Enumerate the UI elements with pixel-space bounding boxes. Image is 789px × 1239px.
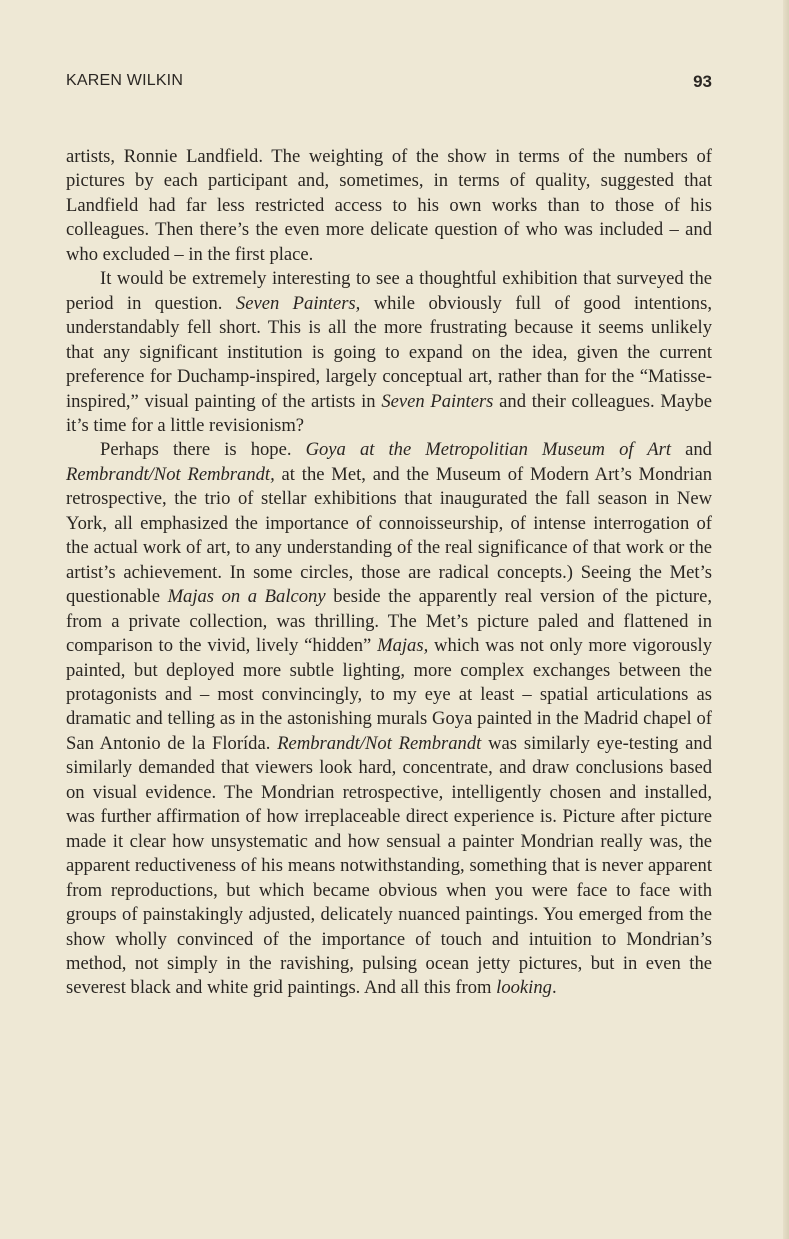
text-run: .	[551, 977, 557, 999]
running-head-author: KAREN WILKIN	[66, 72, 184, 89]
italic-title: Seven Painters	[381, 390, 494, 412]
italic-title: Majas on a Balcony	[167, 586, 326, 608]
italic-emphasis: looking	[496, 977, 552, 999]
text-run: and their colleagues. Maybe it’s time for a little revisionism?	[66, 390, 712, 436]
italic-title: Rembrandt/Not Rembrandt,	[66, 463, 275, 485]
paragraph-2	[66, 267, 712, 438]
italic-title: Goya at the Metropolitian Museum of Art	[305, 439, 672, 461]
text-run: was similarly eye-testing and similarly demanded that viewers look hard, concentrate, and draw conclusions based on visual evidence. The Mondrian retrospective, intelligently chosen and installed, was further affirmation of how irreplaceable direct experience is. Picture after picture made it clear how unsystematic and how sensual a painter Mondrian really was, the apparent reductiveness of his means notwithstanding, something that is never apparent from reproductions, but which became obvious when you were face to face with groups of painstakingly adjusted, delicately nuanced paintings. You emerged from the show wholly convinced of the importance of touch and intuition to Mondrian’s method, not simply in the ravishing, pulsing ocean jetty pictures, but in even the severest black and white grid paintings. And all this from	[66, 732, 712, 999]
running-head	[66, 72, 712, 96]
italic-title: Majas,	[377, 635, 429, 657]
text-run: It would be extremely interesting to see a thoughtful exhibition that surveyed the period in question.	[66, 268, 712, 314]
text-run: and	[671, 439, 712, 461]
paragraph-3	[66, 438, 712, 1000]
page-number: 93	[693, 72, 712, 91]
italic-title: Seven Painters,	[235, 292, 361, 314]
paragraph-1: artists, Ronnie Landfield. The weighting of the show in terms of the numbers of pictures by each participant and, sometimes, in terms of quality, suggested that Landfield had far less restricted access to his own works than to those of his colleagues. Then there’s the even more delicate question of who was included – and who excluded – in the first place.	[66, 146, 712, 265]
text-run: which was not only more vigorously painted, but deployed more subtle lighting, more complex exchanges between the protagonists and – most convincingly, to my eye at least – spatial articulations as dramatic and telling as in the astonishing murals Goya painted in the Madrid chapel of San Antonio de la Florída.	[66, 635, 712, 754]
page-edge	[783, 0, 789, 1239]
text-run: Perhaps there is hope.	[100, 439, 306, 461]
text-run: at the Met, and the Museum of Modern Art’s Mondrian retrospective, the trio of stellar exhibitions that inaugurated the fall season in New York, all emphasized the importance of connoisseurship, of intense interrogation of the actual work of art, to any understanding of the real significance of that work or the artist’s achievement. In some circles, those are radical concepts.) Seeing the Met’s questionable	[66, 463, 712, 608]
text-run: beside the apparently real version of the picture, from a private collection, was thrilling. The Met’s picture paled and flattened in comparison to the vivid, lively “hidden”	[66, 586, 713, 657]
body-text	[66, 145, 712, 1001]
italic-title: Rembrandt/Not Rembrandt	[277, 732, 482, 754]
text-run: while obviously full of good intentions, understandably fell short. This is all the more frustrating because it seems unlikely that any significant institution is going to expand on the idea, given the current preference for Duchamp-inspired, largely conceptual art, rather than for the “Matisse-inspired,” visual painting of the artists in	[66, 292, 712, 412]
